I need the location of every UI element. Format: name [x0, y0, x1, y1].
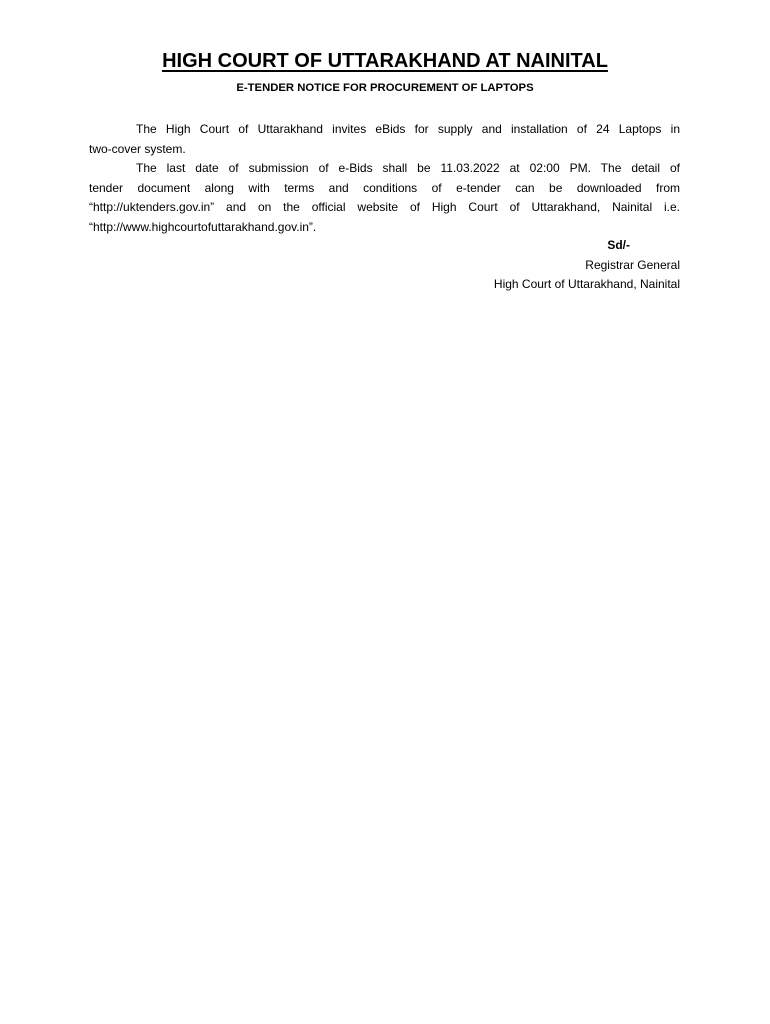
text-line: two-cover system. [89, 141, 186, 156]
signature-block [89, 236, 680, 295]
document-title [0, 50, 770, 73]
text-line: The High Court of Uttarakhand invites eBids for supply and installation of 24 Laptops in [136, 122, 680, 136]
text-line: “http://www.highcourtofuttarakhand.gov.in”. [89, 219, 317, 234]
notice-body [89, 120, 680, 237]
signatory-office: High Court of Uttarakhand, Nainital [493, 277, 680, 291]
signature-sd: Sd/- [607, 238, 630, 252]
document-subtitle: E-TENDER NOTICE FOR PROCUREMENT OF LAPTOPS [236, 82, 534, 94]
paragraph-invitation [89, 120, 680, 159]
text-line: The last date of submission of e-Bids shall be 11.03.2022 at 02:00 PM. The detail of [136, 161, 680, 175]
text-line: “http://uktenders.gov.in” and on the official website of High Court of Uttarakhand, Nainital i.e. [89, 200, 680, 214]
paragraph-submission [89, 159, 680, 237]
text-line: tender document along with terms and conditions of e-tender can be downloaded from [89, 180, 680, 195]
title-text: HIGH COURT OF UTTARAKHAND AT NAINITAL [162, 50, 608, 72]
signatory-designation: Registrar General [585, 257, 680, 272]
